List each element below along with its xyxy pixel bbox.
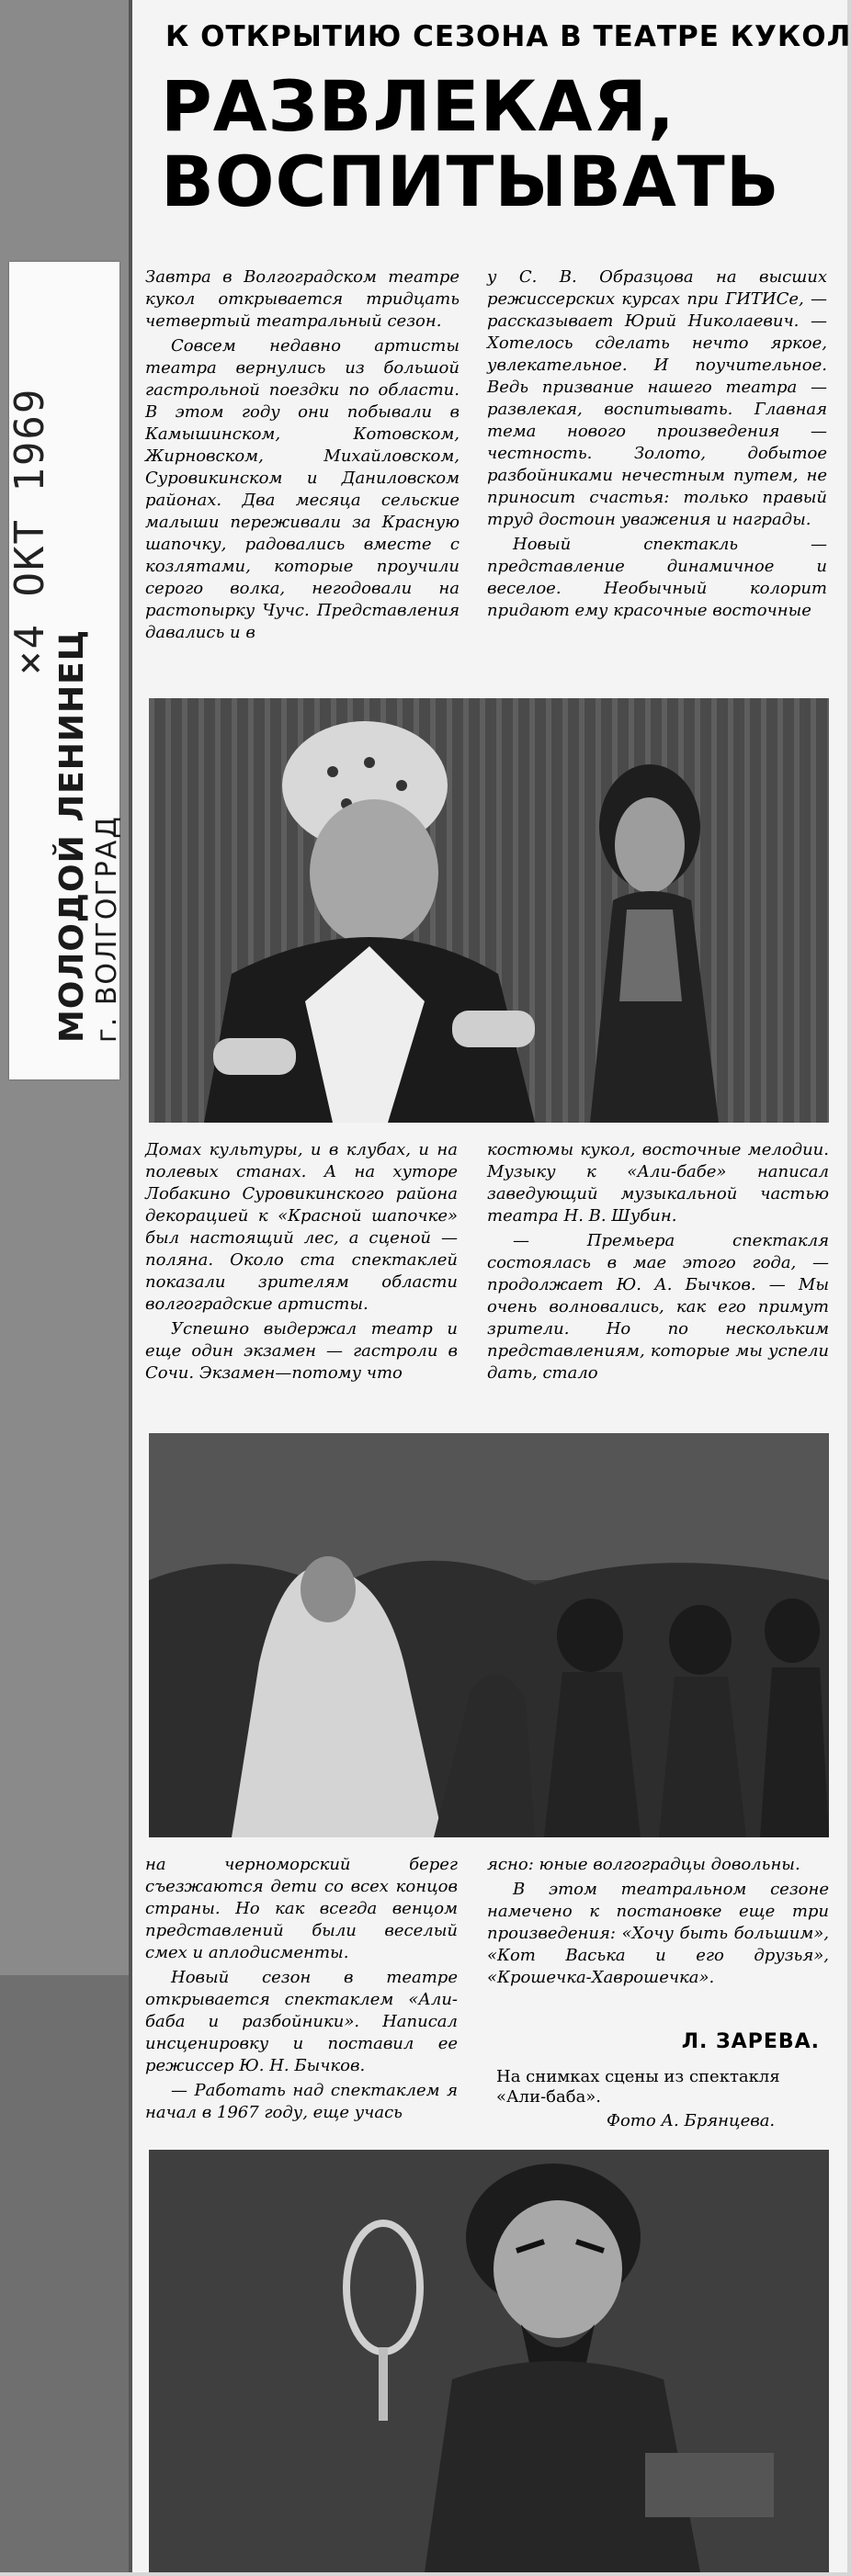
photo-ali-baba-scene-2 <box>149 1433 829 1837</box>
photo-illustration <box>149 698 829 1123</box>
date-stamp <box>6 271 123 1070</box>
paragraph: ясно: юные волгоградцы довольны. <box>487 1855 800 1874</box>
column-3-right <box>487 1854 829 1987</box>
stamp-date: ×4 ОКТ 1969 <box>6 387 53 675</box>
paragraph: на черноморский берег съезжаются дети со всех концов страны. Но как всегда венцом представлений были веселый смех и аплодисменты. <box>145 1855 458 1962</box>
headline-line-2: ВОСПИТЫВАТЬ <box>161 141 780 222</box>
paragraph: — Работать над спектаклем я начал в 1967 году, еще учась <box>145 2081 458 2122</box>
paragraph: у С. В. Образцова на высших режиссерских курсах при ГИТИСе, — рассказывает Юрий Николаевич. — Хотелось сделать нечто яркое, увлекательное. И поучительное. Ведь призвание нашего театра — развлекая, воспитывать. Главная тема нового произведения — честность. Золото, добытое разбойниками нечестным путем, не приносит счастья: только правый труд достоин уважения и награды. <box>487 267 827 529</box>
kicker: К ОТКРЫТИЮ СЕЗОНА В ТЕАТРЕ КУКОЛ <box>165 20 851 53</box>
photo-illustration <box>149 2150 829 2572</box>
column-1-right <box>487 266 827 707</box>
paragraph: Домах культуры, и в клубах, и на полевых станах. А на хуторе Лобакино Суровикинского района декорацией к «Красной шапочке» был настоящий лес, а сценой — поляна. Около ста спектаклей показали зрителям области волгоградские артисты. <box>145 1140 458 1314</box>
paragraph: Совсем недавно артисты театра вернулись из большой гастрольной поездки по области. В этом году они побывали в Камышинском, Котовском, Жирновском, Михайловском, Суровикинском и Даниловском районах. Два месяца сельские малыши переживали за Красную шапочку, радовались вместе с козлятами, которые проучили серого волка, негодовали на растопырку Чучс. Представления давались и в <box>145 336 460 642</box>
column-3-left <box>145 1854 458 2122</box>
column-1-left <box>145 266 460 707</box>
paragraph: В этом театральном сезоне намечено к постановке еще три произведения: «Хочу быть большим», «Кот Васька и его друзья», «Крошечка-Хаврошечка». <box>487 1880 829 1987</box>
paragraph: Новый сезон в театре открывается спектаклем «Али-баба и разбойники». Написал инсценировку и поставил ее режиссер Ю. Н. Бычков. <box>145 1968 458 2075</box>
paragraph: — Премьера спектакля состоялась в мае этого года, — продолжает Ю. А. Бычков. — Мы очень волновались, как его примут зрители. Но по нескольким представлениям, которые мы успели дать, стало <box>487 1231 829 1383</box>
photo-credit: Фото А. Брянцева. <box>607 2111 776 2130</box>
paragraph: Новый спектакль — представление динамичное и веселое. Необычный колорит придают ему красочные восточные <box>487 535 827 620</box>
paragraph: Успешно выдержал театр и еще один экзамен — гастроли в Сочи. Экзамен—потому что <box>145 1319 458 1383</box>
stamp-newspaper: МОЛОДОЙ ЛЕНИНЕЦ <box>52 628 91 1043</box>
stamp-city: г. ВОЛГОГРАД <box>90 815 123 1043</box>
photo-illustration <box>149 1433 829 1837</box>
clipping-edge <box>129 0 132 2572</box>
photo-caption: На снимках сцены из спектакля «Али-баба». <box>496 2067 780 2107</box>
headline <box>161 65 823 222</box>
scanner-margin-lower <box>0 1975 129 2572</box>
paragraph: костюмы кукол, восточные мелодии. Музыку к «Али-бабе» написал заведующий музыкальной частью театра Н. В. Шубин. <box>487 1140 829 1226</box>
date-stamp-card <box>6 262 123 1079</box>
author-signature: Л. ЗАРЕВА. <box>681 2030 820 2053</box>
photo-ali-baba-scene-3 <box>149 2150 829 2572</box>
column-2-right <box>487 1139 829 1419</box>
photo-ali-baba-scene-1 <box>149 698 829 1123</box>
column-2-left <box>145 1139 458 1419</box>
headline-line-1: РАЗВЛЕКАЯ, <box>161 65 675 147</box>
paragraph: Завтра в Волгоградском театре кукол открывается тридцать четвертый театральный сезон. <box>145 267 460 331</box>
